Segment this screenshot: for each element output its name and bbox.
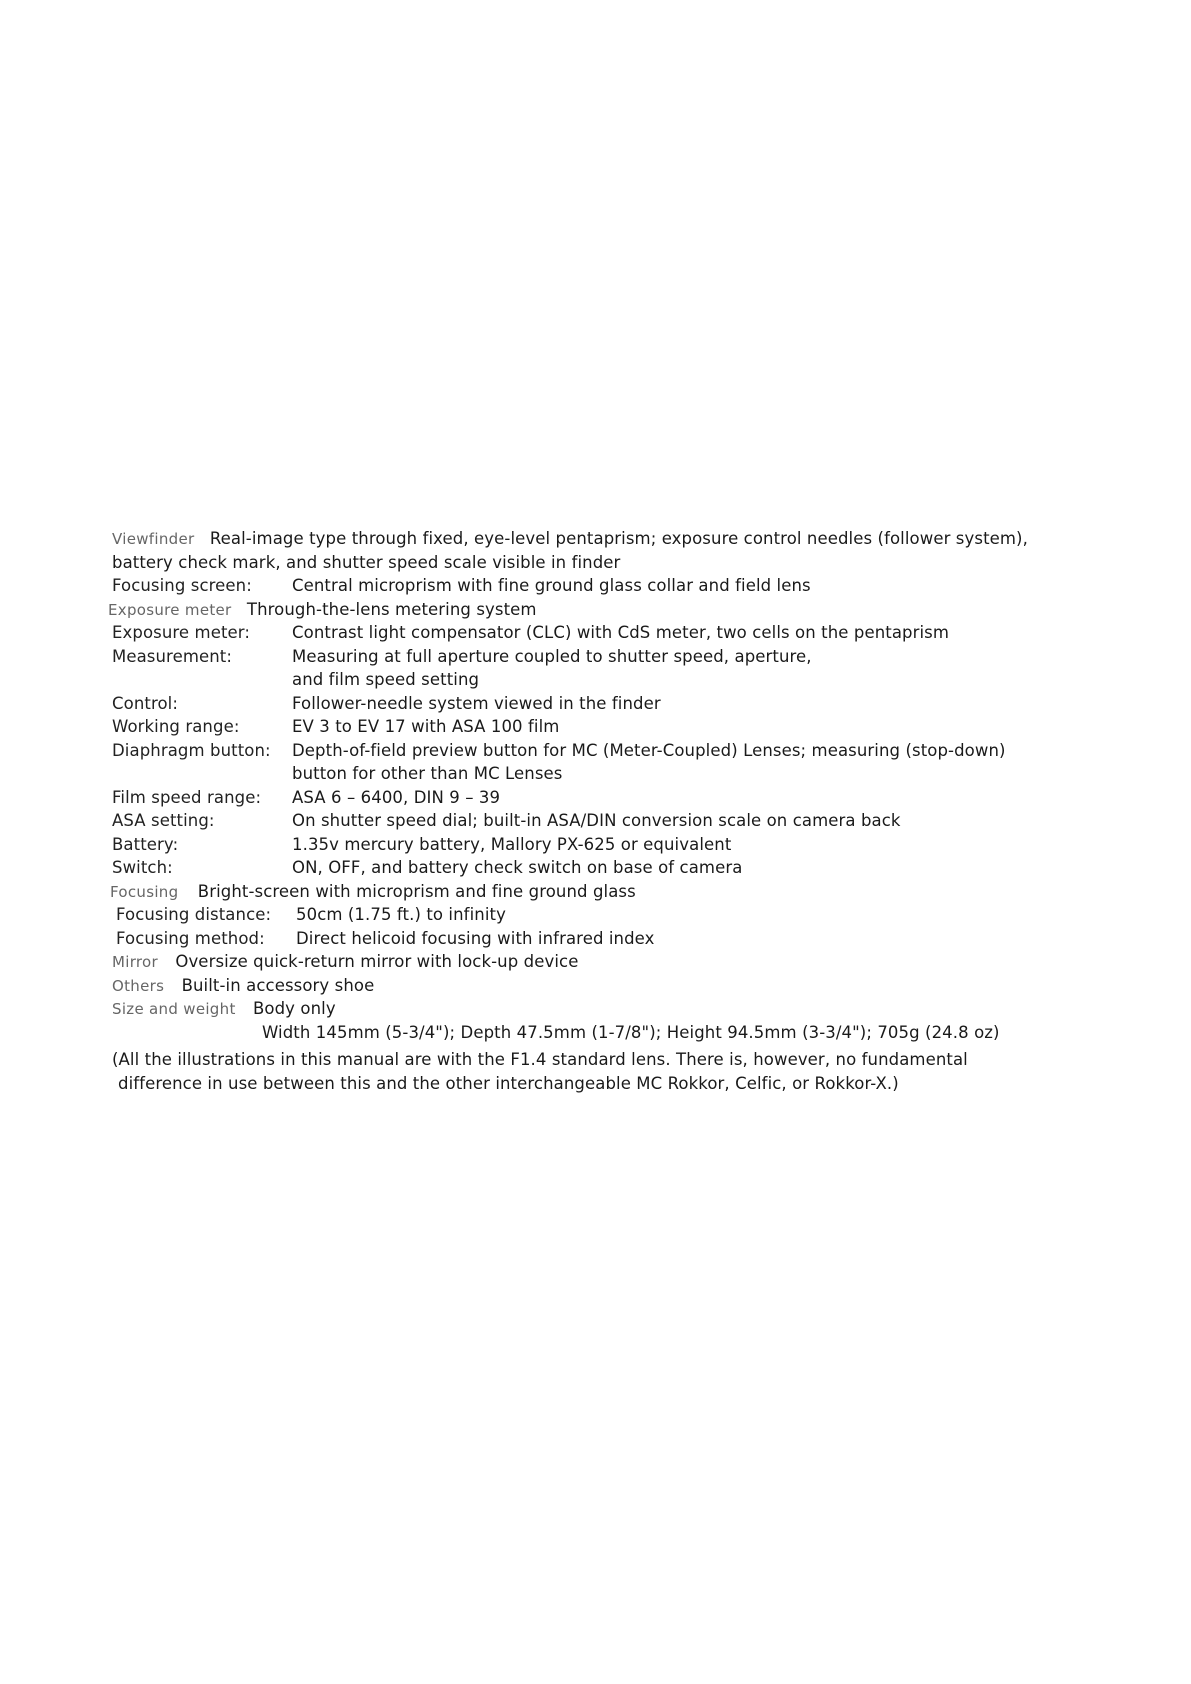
focusing-value: Bright-screen with microprism and fine ground glass — [197, 881, 636, 901]
working-range-line — [112, 715, 1142, 739]
battery-label: Battery: — [112, 834, 179, 854]
note-line-1 — [112, 1048, 1142, 1072]
size-weight-line-2 — [112, 1021, 1142, 1045]
size-weight-value-1: Body only — [252, 999, 336, 1018]
switch-label: Switch: — [112, 858, 173, 877]
focusing-distance-label: Focusing distance: — [116, 905, 272, 924]
focusing-distance-line — [116, 903, 1142, 927]
focusing-method-label: Focusing method: — [116, 928, 265, 948]
viewfinder-line — [112, 527, 1142, 551]
note-text-1: (All the illustrations in this manual are with the F1.4 standard lens. There is, however, no fundamental — [112, 1050, 968, 1069]
others-value: Built-in accessory shoe — [181, 975, 375, 995]
control-label: Control: — [112, 693, 179, 713]
focusing-method-value: Direct helicoid focusing with infrared index — [296, 928, 655, 948]
viewfinder-value-2: battery check mark, and shutter speed scale visible in finder — [112, 552, 621, 572]
viewfinder-category: Viewfinder — [112, 530, 195, 548]
size-weight-category: Size and weight — [112, 1000, 236, 1018]
mirror-line — [112, 950, 1142, 974]
measurement-value-2: and film speed setting — [292, 670, 480, 689]
diaphragm-line — [112, 739, 1142, 763]
measurement-label: Measurement: — [112, 646, 233, 666]
note-text-2: difference in use between this and the other interchangeable MC Rokkor, Celfic, or Rokkor-X.) — [118, 1073, 899, 1093]
others-category: Others — [112, 976, 165, 995]
film-speed-line — [112, 786, 1142, 810]
working-range-label: Working range: — [112, 717, 240, 736]
diaphragm-line-2 — [112, 762, 1142, 786]
focusing-method-line — [116, 927, 1142, 951]
film-speed-label: Film speed range: — [112, 787, 262, 807]
meter-line — [112, 621, 1142, 645]
specifications-block — [108, 527, 1142, 1095]
focusing-screen-label: Focusing screen: — [112, 576, 252, 595]
diaphragm-label: Diaphragm button: — [112, 740, 271, 760]
asa-setting-label: ASA setting: — [112, 811, 215, 830]
note-line-2 — [118, 1072, 1142, 1096]
asa-setting-line — [112, 809, 1142, 833]
size-weight-line — [112, 997, 1142, 1021]
control-line — [112, 692, 1142, 716]
battery-line — [112, 833, 1142, 857]
exposure-meter-value: Through-the-lens metering system — [246, 599, 537, 619]
viewfinder-value-1: Real-image type through fixed, eye-level pentaprism; exposure control needles (follower system), — [209, 529, 1028, 548]
film-speed-value: ASA 6 – 6400, DIN 9 – 39 — [292, 787, 501, 807]
focusing-line — [110, 880, 1142, 904]
switch-value: ON, OFF, and battery check switch on base of camera — [292, 858, 743, 877]
measurement-value-1: Measuring at full aperture coupled to shutter speed, aperture, — [292, 646, 812, 666]
asa-setting-value: On shutter speed dial; built-in ASA/DIN conversion scale on camera back — [292, 811, 901, 830]
focusing-category: Focusing — [110, 882, 179, 901]
mirror-category: Mirror — [112, 953, 158, 971]
working-range-value: EV 3 to EV 17 with ASA 100 film — [292, 717, 560, 736]
focusing-distance-value: 50cm (1.75 ft.) to infinity — [296, 905, 506, 924]
diaphragm-value-2: button for other than MC Lenses — [292, 764, 563, 783]
size-weight-value-2: Width 145mm (5-3/4"); Depth 47.5mm (1-7/8"); Height 94.5mm (3-3/4"); 705g (24.8 oz) — [262, 1022, 1000, 1042]
switch-line — [112, 856, 1142, 880]
others-line — [112, 974, 1142, 998]
viewfinder-line-2 — [112, 551, 1142, 575]
mirror-value: Oversize quick-return mirror with lock-up device — [175, 952, 579, 971]
exposure-meter-line — [108, 598, 1142, 622]
control-value: Follower-needle system viewed in the finder — [292, 693, 661, 713]
meter-value: Contrast light compensator (CLC) with CdS meter, two cells on the pentaprism — [292, 623, 950, 642]
focusing-screen-value: Central microprism with fine ground glass collar and field lens — [292, 576, 811, 595]
measurement-line — [112, 645, 1142, 669]
battery-value: 1.35v mercury battery, Mallory PX-625 or equivalent — [292, 834, 732, 854]
exposure-meter-category: Exposure meter — [108, 600, 232, 619]
measurement-line-2 — [112, 668, 1142, 692]
meter-label: Exposure meter: — [112, 623, 251, 642]
diaphragm-value-1: Depth-of-field preview button for MC (Meter-Coupled) Lenses; measuring (stop-down) — [292, 740, 1006, 760]
focusing-screen-line — [112, 574, 1142, 598]
